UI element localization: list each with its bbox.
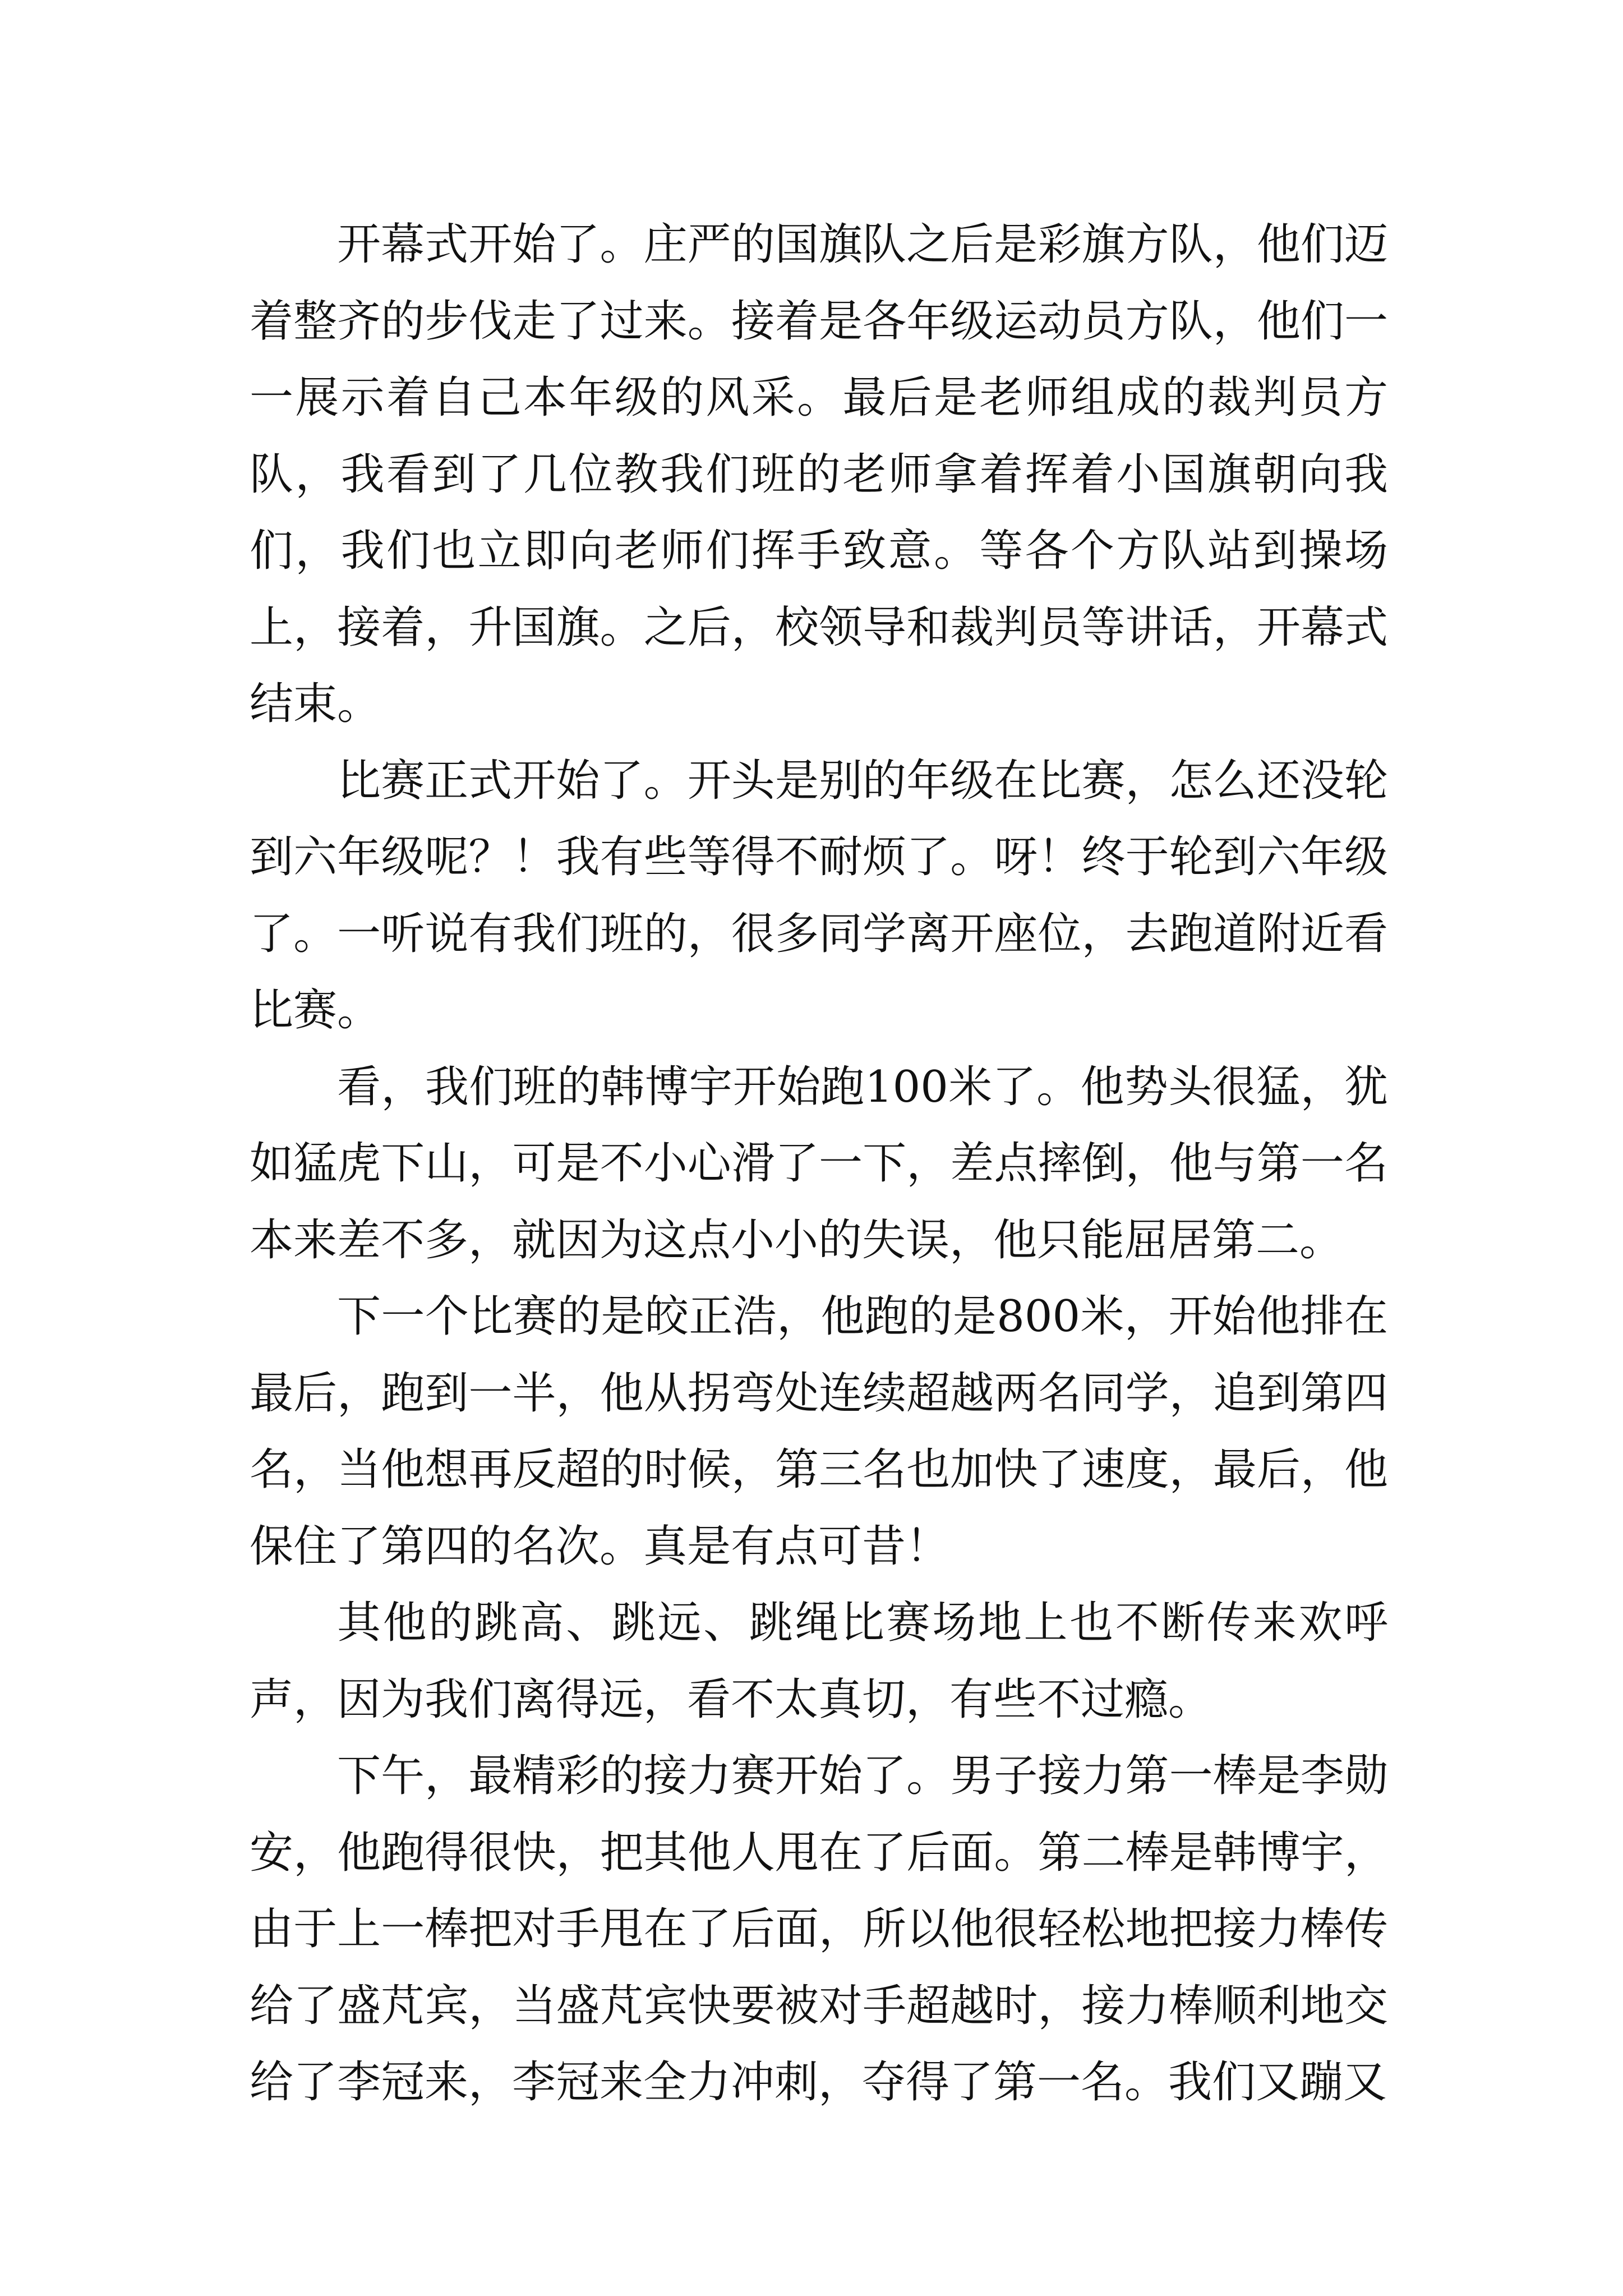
paragraph-relay-race: 下午，最精彩的接力赛开始了。男子接力第一棒是李勋安，他跑得很快，把其他人甩在了后面。第二棒是韩博宇，由于上一棒把对手甩在了后面，所以他很轻松地把接力棒传给了盛芃宾，当盛芃宾快要被对手超越时，接力棒顺利地交给了李冠来，李冠来全力冲刺，夺得了第一名。我们又蹦又	[250, 1751, 1388, 2108]
paragraph-competition-start: 比赛正式开始了。开头是别的年级在比赛，怎么还没轮到六年级呢？！我有些等得不耐烦了。呀！终于轮到六年级了。一听说有我们班的，很多同学离开座位，去跑道附近看比赛。	[250, 755, 1388, 1036]
paragraph-100m-race: 看，我们班的韩博宇开始跑100米了。他势头很猛，犹如猛虎下山，可是不小心滑了一下，差点摔倒，他与第一名本来差不多，就因为这点小小的失误，他只能屈居第二。	[250, 1061, 1388, 1266]
paragraph-opening-ceremony: 开幕式开始了。庄严的国旗队之后是彩旗方队，他们迈着整齐的步伐走了过来。接着是各年级运动员方队，他们一一展示着自己本年级的风采。最后是老师组成的裁判员方队，我看到了几位教我们班的老师拿着挥着小国旗朝向我们，我们也立即向老师们挥手致意。等各个方队站到操场上，接着，升国旗。之后，校领导和裁判员等讲话，开幕式结束。	[250, 219, 1388, 729]
paragraph-field-events: 其他的跳高、跳远、跳绳比赛场地上也不断传来欢呼声，因为我们离得远，看不太真切，有些不过瘾。	[250, 1598, 1388, 1725]
document-body	[250, 206, 1388, 2121]
paragraph-800m-race: 下一个比赛的是皎正浩，他跑的是800米，开始他排在最后，跑到一半，他从拐弯处连续超越两名同学，追到第四名，当他想再反超的时候，第三名也加快了速度，最后，他保住了第四的名次。真是有点可昔！	[250, 1291, 1388, 1572]
